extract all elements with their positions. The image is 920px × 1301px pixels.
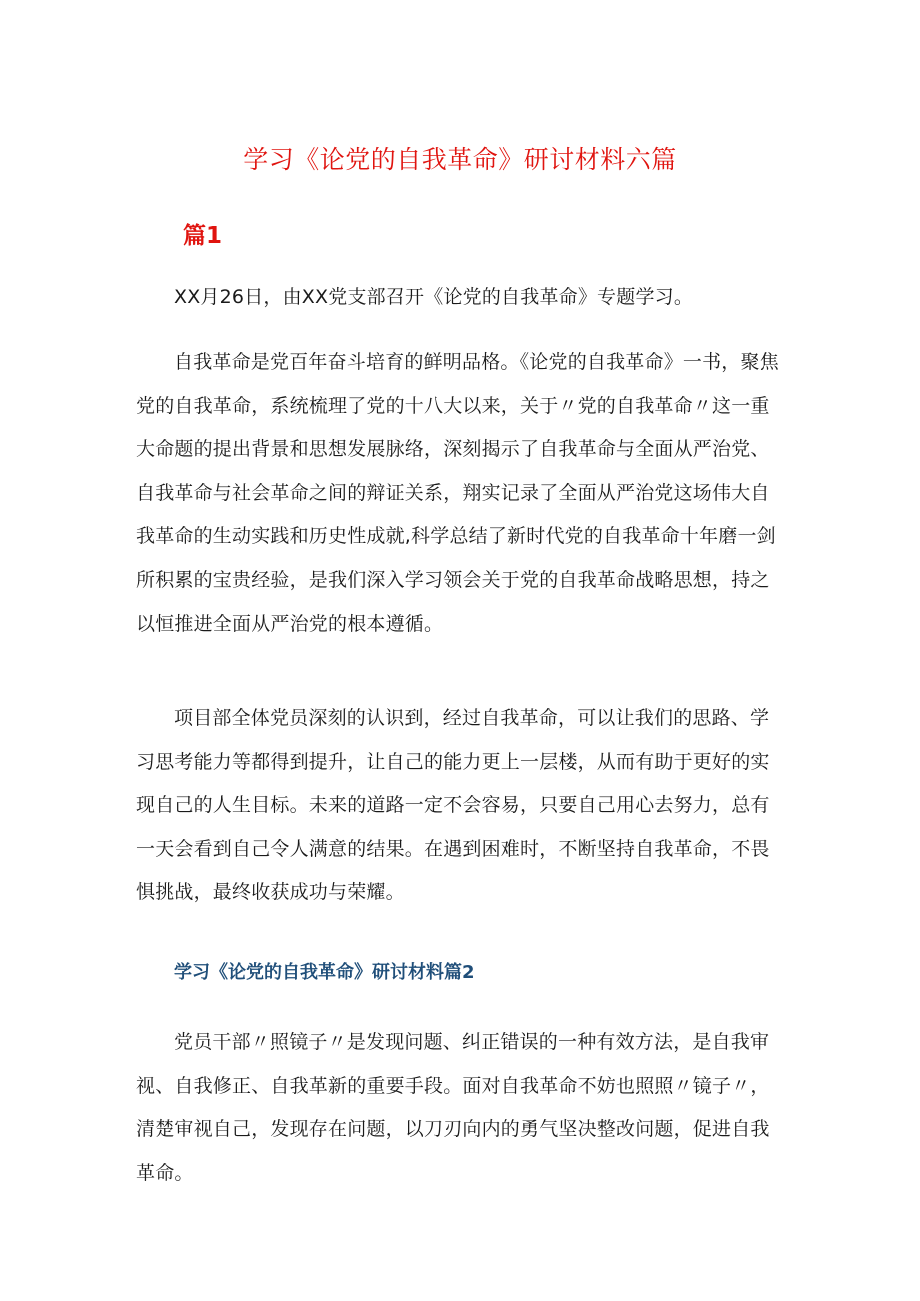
paragraph-member-reflection: 项目部全体党员深刻的认识到，经过自我革命，可以让我们的思路、学习思考能力等都得到提升，让自己的能力更上一层楼，从而有助于更好的实现自己的人生目标。未来的道路一定不会容易，只要自己用心去努力，总有一天会看到自己令人满意的结果。在遇到困难时，不断坚持自我革命，不畏惧挑战，最终收获成功与荣耀。: [136, 707, 770, 904]
section-heading-1: 篇1: [183, 223, 223, 249]
paragraph-meeting-notice: XX月26日，由XX党支部召开《论党的自我革命》专题学习。: [174, 286, 694, 308]
section-heading-2: 学习《论党的自我革命》研讨材料篇2: [174, 962, 475, 983]
paragraph-book-intro: 自我革命是党百年奋斗培育的鲜明品格。《论党的自我革命》一书，聚焦党的自我革命，系统梳理了党的十八大以来，关于〃党的自我革命〃这一重大命题的提出背景和思想发展脉络，深刻揭示了自我革命与全面从严治党、自我革命与社会革命之间的辩证关系，翔实记录了全面从严治党这场伟大自我革命的生动实践和历史性成就,科学总结了新时代党的自我革命十年磨一剑所积累的宝贵经验，是我们深入学习领会关于党的自我革命战略思想，持之以恒推进全面从严治党的根本遵循。: [136, 351, 779, 635]
document-title: 学习《论党的自我革命》研讨材料六篇: [243, 145, 677, 174]
paragraph-mirror-method: 党员干部〃照镜子〃是发现问题、纠正错误的一种有效方法，是自我审视、自我修正、自我革新的重要手段。面对自我革命不妨也照照〃镜子〃，清楚审视自己，发现存在问题，以刀刃向内的勇气坚决整改问题，促进自我革命。: [136, 1031, 770, 1184]
